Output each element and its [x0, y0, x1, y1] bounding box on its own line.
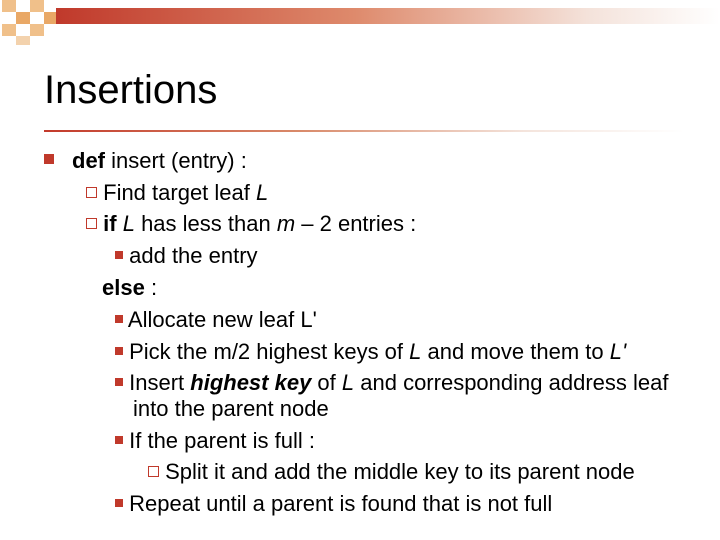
- hollow-square-bullet-icon: [148, 466, 159, 477]
- hollow-square-bullet-icon: [86, 218, 97, 229]
- line-insert-highest-key: Insert highest key of L and corresponding address leaf: [115, 370, 668, 396]
- line-add-entry: add the entry: [115, 243, 258, 269]
- slide-title: Insertions: [44, 68, 218, 112]
- level1-bullet-icon: [44, 154, 54, 164]
- square-bullet-icon: [115, 315, 123, 323]
- line-find-target-leaf: Find target leaf L: [86, 180, 268, 206]
- line-def-insert: def insert (entry) :: [72, 148, 247, 173]
- line-else: else :: [102, 275, 158, 300]
- line-parent-full: If the parent is full :: [115, 428, 315, 454]
- square-bullet-icon: [115, 499, 123, 507]
- deco-square: [30, 24, 44, 36]
- decorative-header-pattern: [0, 0, 720, 45]
- line-pick-keys: Pick the m/2 highest keys of L and move them to L': [115, 339, 626, 365]
- deco-square: [44, 12, 56, 24]
- header-bar: [56, 8, 720, 24]
- deco-square: [2, 0, 16, 12]
- deco-square: [16, 12, 30, 24]
- square-bullet-icon: [115, 378, 123, 386]
- deco-square: [16, 36, 30, 45]
- deco-square: [2, 24, 16, 36]
- square-bullet-icon: [115, 347, 123, 355]
- square-bullet-icon: [115, 436, 123, 444]
- line-repeat: Repeat until a parent is found that is not full: [115, 491, 552, 517]
- deco-square: [30, 0, 44, 12]
- hollow-square-bullet-icon: [86, 187, 97, 198]
- title-divider: [44, 130, 684, 132]
- line-if-condition: if L has less than m – 2 entries :: [86, 211, 416, 237]
- line-allocate-leaf: Allocate new leaf L': [115, 307, 317, 333]
- line-into-parent: into the parent node: [133, 396, 329, 421]
- line-split: Split it and add the middle key to its parent node: [148, 459, 635, 485]
- square-bullet-icon: [115, 251, 123, 259]
